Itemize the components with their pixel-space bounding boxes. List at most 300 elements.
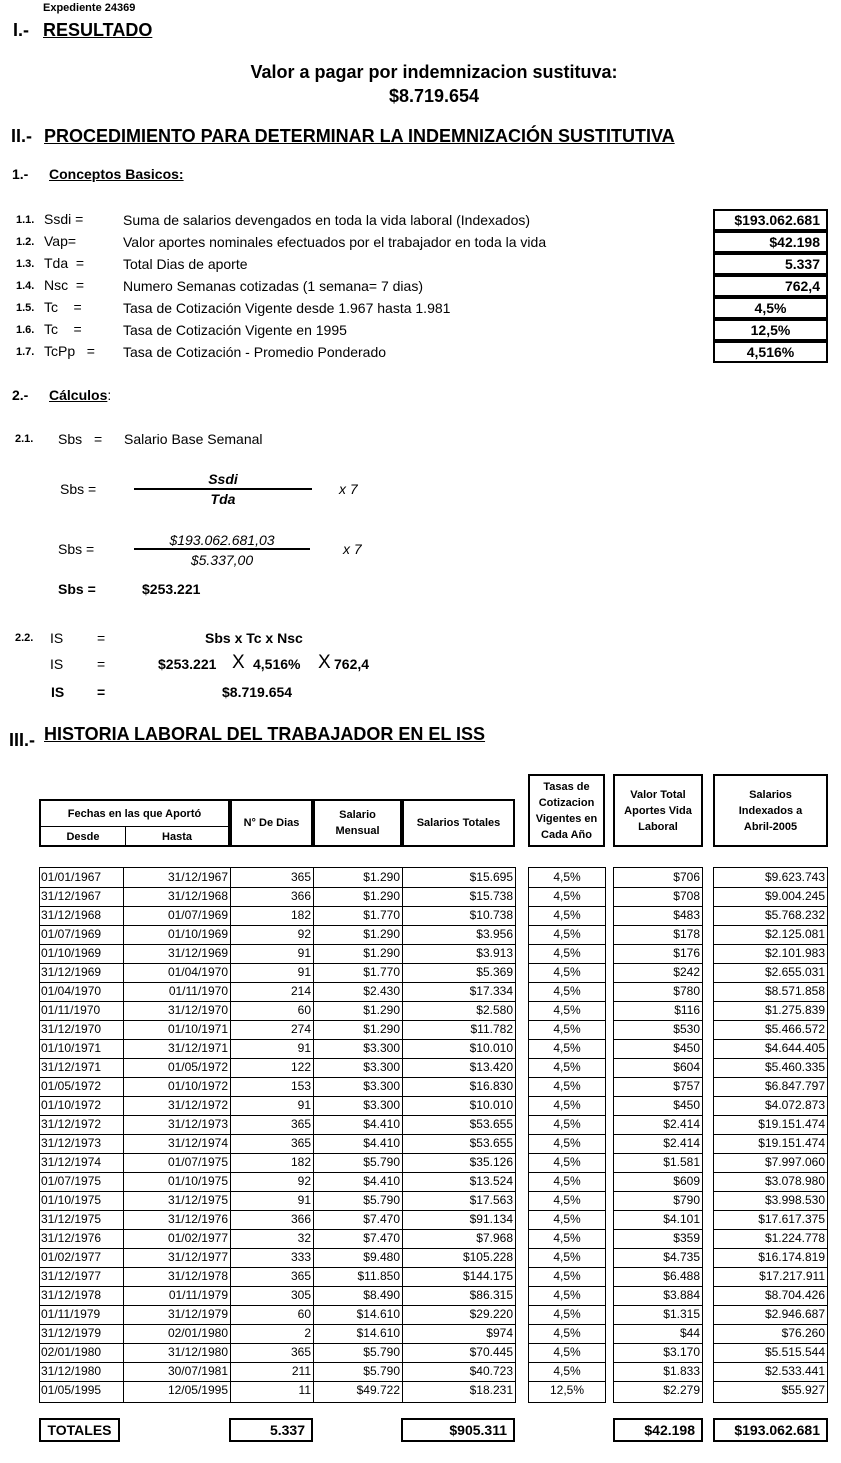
concepto-code: Tda =: [44, 255, 85, 271]
cell-desde: 31/12/1967: [41, 889, 102, 903]
cell-indexado: $8.571.858: [764, 984, 825, 998]
cell-dias: 365: [290, 1117, 311, 1131]
cell-salario-mensual: $5.790: [363, 1155, 400, 1169]
cell-dias: 91: [297, 946, 311, 960]
sbs-symbol: Sbs: [58, 431, 83, 447]
cell-tasa: 4,5%: [553, 1193, 581, 1207]
cell-desde: 31/12/1969: [41, 965, 102, 979]
cell-salario-total: $86.315: [469, 1288, 513, 1302]
cell-aporte: $359: [673, 1231, 700, 1245]
cell-tasa: 4,5%: [553, 946, 581, 960]
cell-aporte: $3.170: [663, 1345, 700, 1359]
cell-indexado: $4.072.873: [764, 1098, 825, 1112]
cell-tasa: 4,5%: [553, 1250, 581, 1264]
cell-hasta: 31/12/1976: [167, 1212, 228, 1226]
cell-tasa: 4,5%: [553, 1212, 581, 1226]
cell-hasta: 01/11/1970: [168, 984, 228, 998]
concepto-description: Total Dias de aporte: [123, 256, 248, 272]
cell-desde: 01/11/1970: [41, 1003, 101, 1017]
cell-dias: 305: [290, 1288, 311, 1302]
cell-tasa: 4,5%: [553, 908, 581, 922]
dias-header: N° De Dias: [230, 799, 313, 847]
cell-hasta: 12/05/1995: [167, 1383, 228, 1397]
value-numerator: $193.062.681,03: [169, 532, 275, 548]
value-times-seven: x 7: [343, 541, 362, 557]
cell-dias: 182: [290, 1155, 311, 1169]
is-formula: Sbs x Tc x Nsc: [205, 630, 303, 646]
value-denominator: $5.337,00: [190, 552, 254, 568]
cell-salario-mensual: $1.290: [363, 1003, 400, 1017]
cell-hasta: 02/01/1980: [167, 1326, 228, 1340]
multiply-sign-2: X: [318, 652, 331, 673]
cell-desde: 31/12/1973: [41, 1136, 102, 1150]
cell-desde: 01/05/1972: [41, 1079, 102, 1093]
cell-dias: 214: [290, 984, 311, 998]
cell-desde: 01/02/1977: [41, 1250, 102, 1264]
cell-hasta: 01/05/1972: [167, 1060, 228, 1074]
cell-salario-total: $15.695: [469, 870, 513, 884]
cell-desde: 02/01/1980: [41, 1345, 102, 1359]
cell-salario-mensual: $3.300: [363, 1041, 400, 1055]
cell-aporte: $2.414: [663, 1136, 700, 1150]
cell-tasa: 4,5%: [553, 1364, 581, 1378]
cell-aporte: $780: [673, 984, 700, 998]
cell-desde: 01/11/1979: [41, 1307, 101, 1321]
cell-salario-mensual: $9.480: [363, 1250, 400, 1264]
cell-tasa: 4,5%: [553, 1345, 581, 1359]
is-value-nsc: 762,4: [334, 656, 370, 672]
cell-tasa: 4,5%: [553, 1231, 581, 1245]
concepto-description: Suma de salarios devengados en toda la vida laboral (Indexados): [123, 212, 531, 228]
cell-tasa: 4,5%: [553, 984, 581, 998]
cell-salario-total: $10.010: [469, 1098, 513, 1112]
cell-indexado: $8.704.426: [764, 1288, 825, 1302]
cell-desde: 01/07/1975: [41, 1174, 102, 1188]
cell-salario-total: $40.723: [469, 1364, 513, 1378]
result-label: Valor a pagar por indemnizacion sustituva:: [250, 62, 618, 82]
concepto-value: 4,516%: [713, 341, 828, 363]
cell-tasa: 4,5%: [553, 889, 581, 903]
is-symbol: IS: [50, 630, 64, 646]
concepto-number: 1.7.: [16, 346, 35, 358]
cell-salario-mensual: $5.790: [363, 1345, 400, 1359]
concepto-number: 1.6.: [16, 324, 35, 336]
cell-aporte: $1.315: [663, 1307, 700, 1321]
sub1-number: 1.-: [12, 166, 29, 182]
sbs-result-label: Sbs =: [58, 581, 96, 597]
cell-aporte: $483: [673, 908, 700, 922]
cell-hasta: 31/12/1975: [167, 1193, 228, 1207]
cell-dias: 2: [304, 1326, 311, 1340]
cell-tasa: 4,5%: [553, 1269, 581, 1283]
cell-salario-mensual: $8.490: [363, 1288, 400, 1302]
concepto-value: 762,4: [713, 275, 828, 297]
cell-tasa: 4,5%: [553, 1155, 581, 1169]
cell-salario-mensual: $1.290: [363, 870, 400, 884]
cell-indexado: $2.533.441: [764, 1364, 825, 1378]
cell-hasta: 01/10/1975: [167, 1174, 228, 1188]
concepto-code: Tc =: [44, 299, 82, 315]
cell-salario-mensual: $5.790: [363, 1364, 400, 1378]
cell-indexado: $1.275.839: [764, 1003, 825, 1017]
cell-hasta: 31/12/1974: [167, 1136, 228, 1150]
cell-aporte: $2.279: [663, 1383, 700, 1397]
cell-salario-total: $70.445: [469, 1345, 513, 1359]
concepto-number: 1.4.: [16, 280, 35, 292]
cell-aporte: $3.884: [663, 1288, 700, 1302]
cell-indexado: $55.927: [781, 1383, 825, 1397]
cell-desde: 01/10/1975: [41, 1193, 102, 1207]
cell-dias: 274: [290, 1022, 311, 1036]
cell-hasta: 31/12/1977: [167, 1250, 228, 1264]
fechas-header-label: Fechas en las que Aportó: [67, 808, 202, 820]
is-result-symbol: IS: [51, 684, 65, 700]
cell-dias: 153: [290, 1079, 311, 1093]
concepto-description: Valor aportes nominales efectuados por el trabajador en toda la vida: [123, 234, 547, 250]
cell-salario-mensual: $14.610: [356, 1326, 400, 1340]
cell-hasta: 31/12/1970: [167, 1003, 228, 1017]
cell-hasta: 01/07/1975: [167, 1155, 228, 1169]
salario-header: Salario Mensual: [313, 799, 402, 847]
cell-tasa: 4,5%: [553, 1307, 581, 1321]
cell-salario-total: $13.524: [469, 1174, 513, 1188]
cell-salario-mensual: $4.410: [363, 1117, 400, 1131]
concepto-code: Vap=: [44, 233, 77, 249]
cell-desde: 01/10/1969: [41, 946, 102, 960]
sbs-equals: =: [94, 431, 103, 447]
cell-desde: 31/12/1974: [41, 1155, 102, 1169]
concepto-number: 1.1.: [16, 214, 35, 226]
cell-indexado: $2.946.687: [764, 1307, 825, 1321]
cell-aporte: $4.101: [663, 1212, 700, 1226]
cell-salario-mensual: $49.722: [356, 1383, 400, 1397]
cell-salario-mensual: $7.470: [363, 1231, 400, 1245]
cell-aporte: $178: [673, 927, 700, 941]
cell-salario-mensual: $1.290: [363, 946, 400, 960]
cell-dias: 91: [297, 965, 311, 979]
cell-aporte: $708: [673, 889, 700, 903]
concepto-value: $193.062.681: [713, 209, 828, 231]
cell-aporte: $1.581: [663, 1155, 700, 1169]
cell-dias: 92: [297, 1174, 311, 1188]
fechas-header-divider: [41, 826, 228, 827]
multiply-sign-1: X: [232, 652, 245, 673]
cell-salario-total: $15.738: [469, 889, 513, 903]
cell-dias: 365: [290, 1269, 311, 1283]
cell-desde: 31/12/1971: [41, 1060, 102, 1074]
cell-indexado: $17.217.911: [759, 1269, 825, 1283]
sbs-formula-label: Sbs =: [60, 481, 97, 497]
cell-hasta: 01/10/1971: [167, 1022, 228, 1036]
concepto-value: $42.198: [713, 231, 828, 253]
cell-indexado: $76.260: [781, 1326, 825, 1340]
cell-salario-total: $2.580: [476, 1003, 513, 1017]
cell-tasa: 4,5%: [553, 1098, 581, 1112]
cell-indexado: $16.174.819: [758, 1250, 825, 1264]
cell-salario-total: $3.956: [476, 927, 513, 941]
formula-numerator: Ssdi: [208, 471, 238, 487]
cell-indexado: $2.125.081: [764, 927, 825, 941]
cell-indexado: $19.151.474: [758, 1136, 825, 1150]
cell-salario-mensual: $1.290: [363, 927, 400, 941]
concepto-value: 4,5%: [713, 297, 828, 319]
fraction-line: [134, 488, 312, 490]
concepto-code: TcPp =: [44, 343, 95, 359]
concepto-number: 1.3.: [16, 258, 35, 270]
concepto-number: 1.2.: [16, 236, 35, 248]
cell-salario-total: $18.231: [469, 1383, 513, 1397]
indexados-header: Salarios Indexados a Abril-2005: [713, 774, 828, 847]
cell-dias: 211: [291, 1364, 311, 1378]
totales-label: TOTALES: [39, 1418, 120, 1442]
cell-salario-mensual: $1.770: [363, 908, 400, 922]
is-result-value: $8.719.654: [222, 684, 293, 700]
cell-dias: 92: [297, 927, 311, 941]
cell-desde: 31/12/1978: [41, 1288, 102, 1302]
cell-indexado: $3.998.530: [764, 1193, 825, 1207]
is-equals: =: [97, 630, 106, 646]
cell-hasta: 31/12/1980: [167, 1345, 228, 1359]
cell-salario-total: $11.782: [470, 1022, 513, 1036]
cell-aporte: $2.414: [663, 1117, 700, 1131]
concepto-value: 12,5%: [713, 319, 828, 341]
cell-dias: 366: [290, 1212, 311, 1226]
cell-desde: 31/12/1976: [41, 1231, 102, 1245]
cell-tasa: 4,5%: [553, 1117, 581, 1131]
cell-aporte: $450: [673, 1098, 700, 1112]
cell-salario-total: $91.134: [469, 1212, 513, 1226]
cell-aporte: $757: [673, 1079, 700, 1093]
cell-salario-mensual: $5.790: [363, 1193, 400, 1207]
tasas-header: Tasas de Cotizacion Vigentes en Cada Año: [528, 774, 605, 847]
cell-aporte: $450: [673, 1041, 700, 1055]
desde-header: Desde: [66, 831, 100, 843]
cell-desde: 01/05/1995: [41, 1383, 102, 1397]
concepto-value: 5.337: [713, 253, 828, 275]
cell-indexado: $5.466.572: [764, 1022, 825, 1036]
cell-desde: 31/12/1979: [41, 1326, 102, 1340]
cell-aporte: $176: [673, 946, 700, 960]
cell-salario-total: $10.738: [469, 908, 513, 922]
sbs-value-label: Sbs =: [58, 541, 95, 557]
cell-tasa: 4,5%: [553, 1174, 581, 1188]
cell-dias: 60: [297, 1307, 311, 1321]
cell-hasta: 31/12/1969: [167, 946, 228, 960]
cell-salario-mensual: $3.300: [363, 1060, 400, 1074]
cell-aporte: $790: [673, 1193, 700, 1207]
section3-number: III.-: [9, 730, 35, 750]
calc-22-number: 2.2.: [15, 632, 34, 644]
section1-number: I.-: [13, 20, 29, 40]
cell-indexado: $2.655.031: [764, 965, 825, 979]
cell-indexado: $2.101.983: [764, 946, 825, 960]
sub2-title: Cálculos:: [49, 387, 112, 403]
cell-hasta: 01/10/1969: [167, 927, 228, 941]
cell-desde: 31/12/1968: [41, 908, 102, 922]
formula-denominator: Tda: [210, 491, 236, 507]
cell-indexado: $17.617.375: [758, 1212, 825, 1226]
is-value-tc: 4,516%: [253, 656, 301, 672]
cell-dias: 91: [297, 1098, 311, 1112]
cell-tasa: 4,5%: [553, 1003, 581, 1017]
cell-hasta: 01/04/1970: [167, 965, 228, 979]
cell-salario-mensual: $7.470: [363, 1212, 400, 1226]
cell-salario-total: $53.655: [469, 1136, 513, 1150]
concepto-description: Tasa de Cotización - Promedio Ponderado: [123, 344, 387, 360]
cell-aporte: $4.735: [663, 1250, 700, 1264]
totales-aportes: $42.198: [613, 1418, 703, 1442]
cell-desde: 31/12/1980: [41, 1364, 102, 1378]
totales-header: Salarios Totales: [402, 799, 515, 847]
value-fraction-line: [134, 548, 310, 550]
cell-tasa: 4,5%: [553, 1326, 581, 1340]
cell-salario-total: $17.563: [469, 1193, 513, 1207]
cell-desde: 01/01/1967: [41, 870, 102, 884]
fechas-header: [39, 799, 230, 847]
cell-indexado: $5.460.335: [764, 1060, 825, 1074]
cell-dias: 366: [290, 889, 311, 903]
cell-indexado: $19.151.474: [758, 1117, 825, 1131]
cell-salario-total: $16.830: [469, 1079, 513, 1093]
cell-hasta: 31/12/1968: [167, 889, 228, 903]
cell-indexado: $9.004.245: [764, 889, 825, 903]
cell-salario-total: $974: [486, 1326, 513, 1340]
cell-desde: 31/12/1972: [41, 1117, 102, 1131]
cell-salario-total: $17.334: [469, 984, 513, 998]
cell-indexado: $5.768.232: [764, 908, 825, 922]
cell-aporte: $44: [679, 1326, 700, 1340]
concepto-code: Ssdi =: [44, 211, 84, 227]
concepto-description: Tasa de Cotización Vigente en 1995: [123, 322, 347, 338]
cell-dias: 32: [297, 1231, 311, 1245]
cell-salario-mensual: $3.300: [363, 1098, 400, 1112]
cell-desde: 31/12/1970: [41, 1022, 102, 1036]
cell-tasa: 4,5%: [553, 927, 581, 941]
section2-title: PROCEDIMIENTO PARA DETERMINAR LA INDEMNIZACIÓN SUSTITUTIVA: [44, 126, 675, 146]
cell-indexado: $9.623.743: [764, 870, 825, 884]
cell-hasta: 01/10/1972: [167, 1079, 228, 1093]
cell-tasa: 4,5%: [553, 965, 581, 979]
cell-salario-mensual: $1.290: [363, 889, 400, 903]
cell-tasa: 4,5%: [553, 1288, 581, 1302]
cell-tasa: 4,5%: [553, 870, 581, 884]
cell-salario-mensual: $11.850: [357, 1269, 400, 1283]
cell-desde: 01/10/1971: [41, 1041, 102, 1055]
cell-dias: 365: [290, 870, 311, 884]
is-equals-2: =: [97, 656, 106, 672]
cell-salario-mensual: $4.410: [363, 1136, 400, 1150]
cell-aporte: $706: [673, 870, 700, 884]
concepto-description: Numero Semanas cotizadas (1 semana= 7 dias): [123, 278, 423, 294]
cell-desde: 01/10/1972: [41, 1098, 102, 1112]
sub2-number: 2.-: [12, 387, 29, 403]
cell-hasta: 31/12/1967: [167, 870, 228, 884]
cell-dias: 182: [290, 908, 311, 922]
cell-aporte: $116: [674, 1003, 700, 1017]
cell-dias: 60: [297, 1003, 311, 1017]
concepto-number: 1.5.: [16, 302, 35, 314]
concepto-code: Nsc =: [44, 277, 85, 293]
is-value-sbs: $253.221: [158, 656, 217, 672]
cell-tasa: 4,5%: [553, 1079, 581, 1093]
cell-salario-mensual: $1.290: [363, 1022, 400, 1036]
cell-salario-total: $10.010: [469, 1041, 513, 1055]
cell-indexado: $3.078.980: [764, 1174, 825, 1188]
cell-salario-mensual: $1.770: [363, 965, 400, 979]
cell-dias: 122: [290, 1060, 311, 1074]
totales-indexados: $193.062.681: [713, 1418, 828, 1442]
cell-aporte: $609: [673, 1174, 700, 1188]
cell-salario-total: $105.228: [462, 1250, 513, 1264]
cell-aporte: $530: [673, 1022, 700, 1036]
cell-hasta: 01/02/1977: [167, 1231, 228, 1245]
cell-tasa: 12,5%: [549, 1383, 585, 1397]
cell-desde: 31/12/1977: [41, 1269, 102, 1283]
cell-aporte: $242: [673, 965, 700, 979]
concepto-code: Tc =: [44, 321, 82, 337]
cell-indexado: $5.515.544: [764, 1345, 825, 1359]
cell-salario-total: $144.175: [462, 1269, 513, 1283]
cell-dias: 365: [290, 1345, 311, 1359]
calc-21-number: 2.1.: [15, 433, 34, 445]
cell-desde: 01/04/1970: [41, 984, 102, 998]
cell-indexado: $4.644.405: [764, 1041, 825, 1055]
cell-salario-mensual: $14.610: [356, 1307, 400, 1321]
cell-salario-total: $29.220: [469, 1307, 513, 1321]
sbs-description: Salario Base Semanal: [124, 431, 263, 447]
cell-aporte: $6.488: [663, 1269, 700, 1283]
section1-title: RESULTADO: [43, 20, 153, 40]
aportes-header: Valor Total Aportes Vida Laboral: [613, 774, 703, 847]
section3-title: HISTORIA LABORAL DEL TRABAJADOR EN EL ISS: [44, 724, 486, 744]
cell-tasa: 4,5%: [553, 1136, 581, 1150]
cell-hasta: 31/12/1971: [167, 1041, 228, 1055]
cell-hasta: 31/12/1972: [167, 1098, 228, 1112]
section2-number: II.-: [11, 126, 32, 146]
cell-indexado: $7.997.060: [764, 1155, 825, 1169]
cell-salario-total: $35.126: [469, 1155, 513, 1169]
cell-hasta: 31/12/1979: [167, 1307, 228, 1321]
cell-dias: 91: [297, 1193, 311, 1207]
sbs-result-value: $253.221: [142, 581, 201, 597]
cell-hasta: 30/07/1981: [167, 1364, 228, 1378]
cell-aporte: $604: [673, 1060, 700, 1074]
expediente-label: Expediente 24369: [43, 2, 136, 14]
sub1-title: Conceptos Basicos:: [49, 166, 184, 182]
cell-salario-mensual: $4.410: [363, 1174, 400, 1188]
cell-desde: 31/12/1975: [41, 1212, 102, 1226]
cell-tasa: 4,5%: [553, 1022, 581, 1036]
cell-salario-total: $13.420: [469, 1060, 513, 1074]
cell-desde: 01/07/1969: [41, 927, 102, 941]
cell-hasta: 31/12/1973: [167, 1117, 228, 1131]
cell-tasa: 4,5%: [553, 1041, 581, 1055]
is-result-equals: =: [97, 684, 106, 700]
is-symbol-2: IS: [50, 656, 64, 672]
cell-salario-total: $3.913: [476, 946, 513, 960]
cell-dias: 333: [290, 1250, 311, 1264]
result-value: $8.719.654: [388, 86, 480, 106]
totales-dias: 5.337: [229, 1418, 313, 1442]
concepto-description: Tasa de Cotización Vigente desde 1.967 hasta 1.981: [123, 300, 451, 316]
cell-salario-total: $53.655: [469, 1117, 513, 1131]
cell-salario-total: $7.968: [476, 1231, 513, 1245]
cell-indexado: $6.847.797: [764, 1079, 825, 1093]
cell-hasta: 01/11/1979: [168, 1288, 228, 1302]
formula-times-seven: x 7: [339, 481, 358, 497]
cell-hasta: 01/07/1969: [167, 908, 228, 922]
cell-hasta: 31/12/1978: [167, 1269, 228, 1283]
